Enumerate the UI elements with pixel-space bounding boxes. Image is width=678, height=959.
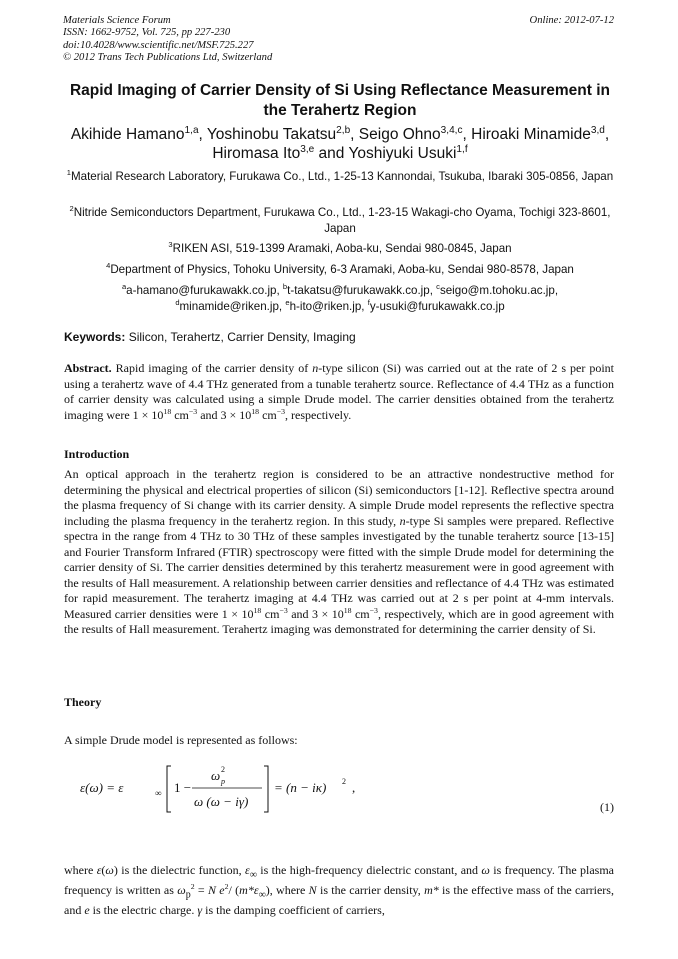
body-text: is the high-frequency dielectric constant, and	[256, 863, 482, 877]
email-link[interactable]: h-ito@riken.jp,	[289, 300, 365, 313]
exponent: 18	[343, 605, 352, 615]
body-text: is frequency. The plasma frequency is written as	[64, 863, 615, 897]
equation-graphic	[80, 762, 560, 816]
abstract	[64, 361, 614, 423]
eq-numerator-sup: 2	[221, 765, 225, 774]
email-link[interactable]: seigo@m.tohoku.ac.jp,	[439, 284, 559, 297]
equation-number: (1)	[600, 800, 614, 814]
author-name: Akihide Hamano	[70, 126, 185, 143]
body-text: cm	[261, 606, 280, 621]
exponent: 18	[251, 406, 260, 416]
eq-comma: ,	[352, 780, 356, 795]
eq-one-minus: 1 −	[174, 780, 192, 795]
left-bracket	[167, 766, 171, 812]
affiliation-mark: 4	[106, 261, 111, 271]
keywords	[64, 330, 356, 344]
email-link[interactable]: minamide@riken.jp,	[179, 300, 283, 313]
theory-intro: A simple Drude model is represented as follows:	[64, 733, 298, 747]
eq-denominator: ω (ω − iγ)	[194, 794, 249, 809]
paper-title: Rapid Imaging of Carrier Density of Si Using Reflectance Measurement in the Terahertz Region	[69, 82, 611, 119]
body-text: ω	[105, 863, 114, 877]
introduction-heading: Introduction	[64, 447, 130, 461]
introduction-body	[64, 467, 614, 638]
eq-rhs-sup: 2	[342, 777, 346, 786]
body-text: m*ε	[239, 882, 259, 897]
body-text: N	[308, 882, 317, 897]
doi-line: doi:10.4028/www.scientific.net/MSF.725.227	[63, 39, 254, 51]
body-text: is the damping coefficient of carriers,	[202, 902, 385, 917]
eq-numerator: ω	[211, 768, 221, 783]
exponent: −3	[279, 605, 288, 615]
affiliation-text: Department of Physics, Tohoku University, 6-3 Aramaki, Aoba-ku, Sendai 980-8578, Japan	[110, 263, 574, 276]
affiliation-mark: 2	[69, 204, 74, 214]
body-text: is the effective mass of the carriers, and	[64, 882, 614, 917]
affiliation-mark: 3	[168, 240, 173, 250]
body-text: is the electric charge.	[89, 902, 198, 917]
publication-header	[63, 15, 272, 64]
author-affiliation-mark: 1,f	[456, 143, 468, 155]
exponent: 18	[253, 605, 262, 615]
author-list: Akihide Hamano$^{1,a}$, Yoshinobu Takatsu$^{2,b}$, Seigo Ohno$^{3,4,c}$, Hiroaki Minamide$^{3,d}$, Hiromasa Ito$^{3,e}$ and Yoshiyuki Usuki$^{1,f}$	[70, 124, 610, 162]
abstract-text: cm	[171, 407, 189, 422]
author-name: Hiroaki Minamide	[471, 126, 591, 143]
subscript: ∞	[258, 889, 266, 901]
affiliation-2	[58, 205, 622, 237]
issn-line: ISSN: 1662-9752, Vol. 725, pp 227-230	[63, 27, 231, 39]
body-text: ) is the dielectric function,	[113, 863, 246, 877]
email-mark: e	[285, 298, 290, 308]
body-text: ), where	[265, 882, 309, 897]
abstract-text: cm	[259, 407, 277, 422]
abstract-text: and 3 × 10	[197, 407, 252, 422]
theory-body	[64, 863, 614, 918]
abstract-text: , respectively.	[285, 407, 352, 422]
body-text: where	[64, 863, 97, 877]
body-text: (	[101, 863, 106, 877]
abstract-text: -type silicon (Si) was carried out at the rate of 2 s per point using a terahertz wave of 4.4 THz generated from a tunable terahertz source. Reflectance of 4.4 THz as a function of carrier density was calculated using a simple Drude model. The carrier densities obtained from the terahertz imaging were 1 × 10	[64, 361, 615, 422]
author-affiliation-mark: 3,e	[300, 143, 315, 155]
body-text: and 3 × 10	[287, 606, 344, 621]
drude-equation	[80, 762, 560, 816]
eq-numerator-sub: p	[221, 777, 225, 786]
affiliation-text: Material Research Laboratory, Furukawa Co., Ltd., 1-25-13 Kannondai, Tsukuba, Ibaraki 305-0856, Japan	[70, 170, 614, 183]
exponent: −3	[188, 406, 198, 416]
email-mark: b	[282, 282, 288, 292]
email-mark: c	[436, 282, 440, 292]
theory-heading: Theory	[64, 695, 102, 709]
body-text: / (	[228, 882, 240, 897]
abstract-label: Abstract.	[64, 361, 112, 375]
body-text: n	[399, 513, 406, 528]
eq-inf-subscript: ∞	[155, 788, 162, 798]
online-date: Online: 2012-07-12	[529, 15, 614, 26]
email-link[interactable]: y-usuki@furukawakk.co.jp	[369, 300, 505, 313]
exponent: −3	[369, 605, 378, 615]
body-text: ε	[245, 863, 250, 877]
affiliation-3	[58, 241, 622, 257]
affiliation-text: RIKEN ASI, 519-1399 Aramaki, Aoba-ku, Sendai 980-0845, Japan	[172, 242, 512, 255]
abstract-text: Rapid imaging of the carrier density of	[115, 361, 313, 375]
keywords-text: Silicon, Terahertz, Carrier Density, Imaging	[128, 330, 356, 344]
body-text: cm	[351, 606, 370, 621]
affiliation-4	[58, 262, 622, 278]
exponent: 2	[224, 881, 229, 891]
author-affiliation-mark: 1,a	[184, 124, 199, 136]
email-mark: f	[367, 298, 370, 308]
body-text: ε	[96, 863, 102, 877]
email-list	[58, 283, 622, 315]
keywords-label: Keywords:	[64, 330, 126, 344]
body-text: , respectively, which are in good agreement with the results of Hall measurement. Terahertz imaging was demonstrated for determining the carrier density of Si.	[64, 606, 615, 636]
body-text: N e	[207, 882, 225, 897]
body-text: =	[194, 882, 208, 897]
body-text: ω	[177, 882, 186, 897]
journal-name: Materials Science Forum	[63, 15, 171, 26]
author-name: Yoshinobu Takatsu	[206, 126, 337, 143]
eq-lhs: ε(ω) = ε	[80, 780, 124, 795]
author-name: Hiromasa Ito	[212, 145, 301, 162]
email-link[interactable]: t-takatsu@furukawakk.co.jp,	[287, 284, 433, 297]
subscript: p	[185, 889, 191, 901]
author-name: Seigo Ohno	[358, 126, 441, 143]
subscript: ∞	[249, 869, 257, 881]
body-text: m*	[424, 882, 439, 897]
exponent: 18	[163, 406, 172, 416]
body-text: is the carrier density,	[316, 882, 425, 897]
author-affiliation-mark: 3,4,c	[440, 124, 463, 136]
email-link[interactable]: a-hamano@furukawakk.co.jp,	[126, 284, 280, 297]
email-mark: a	[121, 282, 127, 292]
author-name: Yoshiyuki Usuki	[348, 145, 457, 162]
copyright-line: © 2012 Trans Tech Publications Ltd, Switzerland	[63, 51, 273, 63]
body-text: An optical approach in the terahertz region is considered to be an attractive nondestructive method for determining the physical and electrical properties of silicon (Si) semiconductors [1-12]. Reflective spectra around the plasma frequency of Si change with its carrier density. A simple Drude model represents the reflective spectra including the plasma frequency in the terahertz region. In this study,	[64, 467, 614, 528]
affiliation-text: Nitride Semiconductors Department, Furukawa Co., Ltd., 1-23-15 Wakagi-cho Oyama, Tochigi 323-8601, Japan	[73, 206, 611, 235]
exponent: 2	[190, 881, 195, 891]
body-text: e	[84, 902, 90, 917]
body-text: ω	[481, 863, 490, 877]
affiliation-mark: 1	[66, 168, 71, 178]
abstract-text: n	[312, 361, 319, 375]
right-bracket	[264, 766, 268, 812]
body-text: -type Si samples were prepared. Reflective spectra in the range from 4 THz to 30 THz of these samples investigated by the tunable terahertz source [13-15] and Fourier Transform Infrared (FTIR) spectroscopy were fitted with the simple Drude model for determining the carrier density of Si. The carrier densities determined by this terahertz measurement were in good agreement with the results of Hall measurement. A relationship between carrier densities and reflectance of 4.4 THz was estimated for rapid measurement. The terahertz imaging at 4.4 THz was carried out at 2 s per point at 4-mm intervals. Measured carrier densities were 1 × 10	[64, 513, 614, 621]
affiliation-1	[58, 169, 622, 185]
eq-rhs: = (n − iκ)	[274, 780, 327, 795]
exponent: −3	[276, 406, 286, 416]
author-affiliation-mark: 3,d	[590, 124, 605, 136]
body-text: γ	[197, 902, 203, 917]
email-mark: d	[175, 298, 180, 308]
author-affiliation-mark: 2,b	[336, 124, 351, 136]
